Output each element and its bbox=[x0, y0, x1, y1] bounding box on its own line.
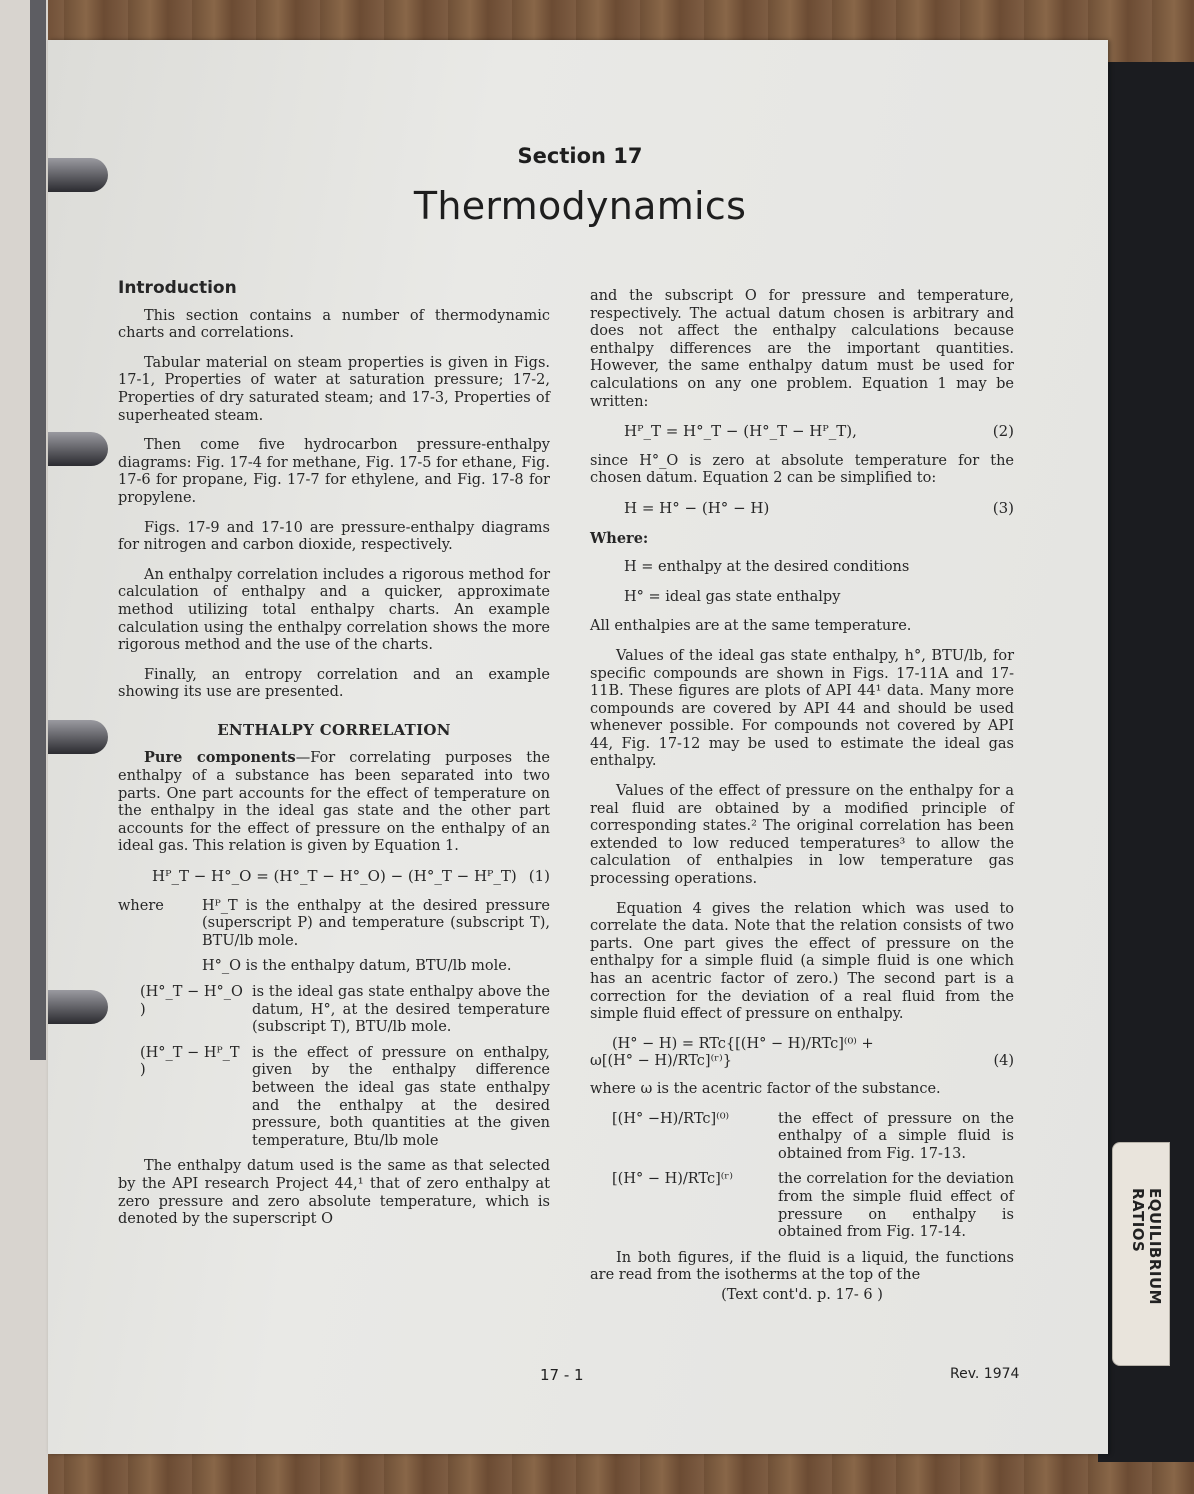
definition-key: (H°_T − Hᴾ_T ) bbox=[140, 1044, 240, 1079]
definition-value: is the ideal gas state enthalpy above the datum, H°, at the desired temperature (subscript T), BTU/lb mole. bbox=[252, 984, 550, 1036]
page-title: Thermodynamics bbox=[413, 184, 747, 228]
paragraph: Values of the effect of pressure on the enthalpy for a real fluid are obtained by a modified principle of corresponding states.² The original correlation has been extended to low reduced temperatures³ to allow the calculation of enthalpies in low temperature gas processing operations. bbox=[590, 783, 1014, 888]
where-label: where bbox=[118, 897, 164, 914]
equation-4-row-2 bbox=[590, 1053, 1014, 1071]
definition-value: is the enthalpy datum, BTU/lb mole. bbox=[245, 958, 512, 975]
definition-value: the correlation for the deviation from the simple fluid effect of pressure on enthalpy is obtained from Fig. 17-14. bbox=[778, 1171, 1014, 1241]
equation-4-line-2: ω[(H° − H)/RTc]⁽ʳ⁾} bbox=[590, 1053, 732, 1070]
equation-1 bbox=[118, 868, 550, 886]
equation-2-number: (2) bbox=[992, 422, 1014, 441]
paragraph: In both figures, if the fluid is a liquid, the functions are read from the isotherms at the top of the bbox=[590, 1249, 1014, 1284]
definition-key: Hᴾ_T bbox=[202, 897, 238, 914]
definition-value: the effect of pressure on the enthalpy of a simple fluid is obtained from Fig. 17-13. bbox=[778, 1110, 1014, 1162]
revision-label: Rev. 1974 bbox=[950, 1366, 1020, 1382]
index-tab-label bbox=[1123, 1188, 1163, 1348]
equation-2 bbox=[590, 423, 1014, 441]
binder-ring bbox=[48, 432, 108, 466]
paragraph: The enthalpy datum used is the same as that selected by the API research Project 44,¹ that of zero enthalpy at zero pressure and zero absolute temperature, which is denoted by the superscript O bbox=[118, 1158, 550, 1228]
definition-row bbox=[118, 898, 550, 951]
definition-key: [(H° −H)/RTc]⁽⁰⁾ bbox=[612, 1110, 730, 1127]
definition-row bbox=[590, 1171, 1014, 1241]
definition-text bbox=[202, 898, 550, 951]
spacer bbox=[118, 958, 202, 976]
paragraph: Equation 4 gives the relation which was used to correlate the data. Note that the relation consists of two parts. One part gives the effect of pressure on the enthalpy for a simple fluid (a simple fluid is one which has an acentric factor of zero.) The second part is a correction for the deviation of a real fluid from the simple fluid effect of pressure on enthalpy. bbox=[590, 900, 1014, 1023]
equation-4-number: (4) bbox=[993, 1053, 1014, 1070]
where-item: H° = ideal gas state enthalpy bbox=[624, 588, 841, 605]
binder-ring bbox=[48, 158, 108, 192]
binder-spine bbox=[0, 0, 48, 1494]
where-item: H = enthalpy at the desired conditions bbox=[624, 559, 910, 576]
tab-line-2: RATIOS bbox=[1129, 1188, 1147, 1253]
definition-value: is the effect of pressure on enthalpy, given by the enthalpy difference between the ideal gas state enthalpy and the enthalpy at the desired pressure, both quantities at the given temperature, Btu/lb mole bbox=[252, 1044, 550, 1149]
equation-2-body: Hᴾ_T = H°_T − (H°_T − Hᴾ_T), bbox=[624, 422, 857, 441]
lead-term: Pure components bbox=[144, 749, 296, 767]
paragraph: This section contains a number of thermodynamic charts and correlations. bbox=[118, 307, 550, 342]
equation-3 bbox=[590, 500, 1014, 518]
binder-ring bbox=[48, 990, 108, 1024]
definition-key: H°_O bbox=[202, 958, 242, 975]
lead-text: —For correlating purposes the enthalpy of a substance has been separated into two parts. One part accounts for the effect of temperature on the enthalpy in the ideal gas state and the other part accounts for the effect of pressure on the enthalpy of an ideal gas. This relation is given by Equation 1. bbox=[118, 750, 550, 855]
equation-4 bbox=[590, 1036, 1014, 1071]
definition-key: [(H° − H)/RTc]⁽ʳ⁾ bbox=[612, 1171, 733, 1188]
definition-row bbox=[118, 984, 550, 1037]
paragraph: Figs. 17-9 and 17-10 are pressure-enthalpy diagrams for nitrogen and carbon dioxide, respectively. bbox=[118, 519, 550, 554]
paragraph-pure-components bbox=[118, 749, 550, 856]
tab-line-1: EQUILIBRIUM bbox=[1146, 1188, 1164, 1306]
definition-row bbox=[590, 1111, 1014, 1164]
equation-4-line-1: (H° − H) = RTc{[(H° − H)/RTc]⁽⁰⁾ + bbox=[612, 1035, 874, 1052]
paragraph: Then come five hydrocarbon pressure-enthalpy diagrams: Fig. 17-4 for methane, Fig. 17-5 for ethane, Fig. 17-6 for propane, Fig. 17-7 for ethylene, and Fig. 17-8 for propylene. bbox=[118, 437, 550, 506]
where-heading: Where: bbox=[590, 529, 649, 547]
section-heading: ENTHALPY CORRELATION bbox=[217, 720, 451, 739]
paragraph: and the subscript O for pressure and temperature, respectively. The actual datum chosen is arbitrary and does not affect the enthalpy calculations because enthalpy differences are the important quantities. However, the same enthalpy datum must be used for calculations on any one problem. Equation 1 may be written: bbox=[590, 288, 1014, 410]
definition-text bbox=[202, 958, 550, 976]
paragraph: An enthalpy correlation includes a rigorous method for calculation of enthalpy and a quicker, approximate method utilizing total enthalpy charts. An example calculation using the enthalpy correlation shows the more rigorous method and the use of the charts. bbox=[118, 566, 550, 654]
paragraph: Tabular material on steam properties is given in Figs. 17-1, Properties of water at saturation pressure; 17-2, Properties of dry saturated steam; and 17-3, Properties of superheated steam. bbox=[118, 354, 550, 424]
left-column bbox=[118, 280, 550, 1241]
right-column bbox=[590, 288, 1014, 1305]
equation-3-number: (3) bbox=[992, 498, 1014, 517]
definition-row bbox=[118, 958, 550, 976]
definition-key: (H°_T − H°_O ) bbox=[140, 984, 243, 1018]
page-number: 17 - 1 bbox=[540, 1366, 584, 1384]
paragraph: Finally, an entropy correlation and an example showing its use are presented. bbox=[118, 666, 550, 701]
paragraph: since H°_O is zero at absolute temperature for the chosen datum. Equation 2 can be simplified to: bbox=[590, 452, 1014, 487]
definition-value: is the enthalpy at the desired pressure (superscript P) and temperature (subscript T), BTU/lb mole. bbox=[202, 897, 550, 949]
section-number: Section 17 bbox=[517, 144, 643, 168]
continuation-note: (Text cont'd. p. 17- 6 ) bbox=[721, 1286, 883, 1303]
paragraph: Values of the ideal gas state enthalpy, h°, BTU/lb, for specific compounds are shown in Figs. 17-11A and 17-11B. These figures are plots of API 44¹ data. Many more compounds are covered by API 44 and should be used whenever possible. For compounds not covered by API 44, Fig. 17-12 may be used to estimate the ideal gas enthalpy. bbox=[590, 647, 1014, 770]
binder-ring bbox=[48, 720, 108, 754]
equation-1-body: Hᴾ_T − H°_O = (H°_T − H°_O) − (H°_T − Hᴾ_T) bbox=[152, 867, 517, 886]
intro-heading: Introduction bbox=[118, 278, 237, 298]
equation-3-body: H = H° − (H° − H) bbox=[624, 498, 770, 517]
paragraph: All enthalpies are at the same temperature. bbox=[590, 618, 912, 635]
paragraph: where ω is the acentric factor of the substance. bbox=[590, 1080, 941, 1097]
definition-row bbox=[118, 1045, 550, 1151]
equation-1-number: (1) bbox=[528, 867, 550, 886]
